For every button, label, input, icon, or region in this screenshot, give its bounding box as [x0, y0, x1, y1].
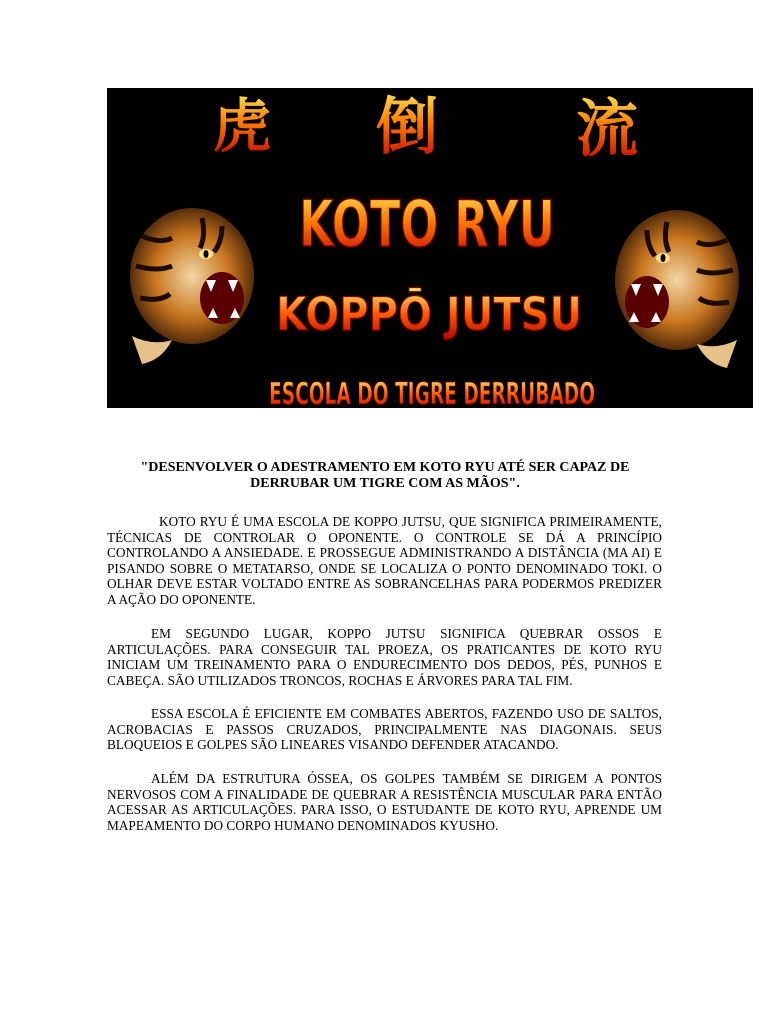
tiger-right-icon — [615, 210, 739, 368]
quote-heading: "DESENVOLVER O ADESTRAMENTO EM KOTO RYU ATÉ SER CAPAZ DE DERRUBAR UM TIGRE COM AS MÃOS". — [140, 460, 630, 491]
kanji-1: 虎 — [212, 92, 272, 160]
kanji-3: 流 — [575, 92, 639, 165]
paragraph-3: ESSA ESCOLA É EFICIENTE EM COMBATES ABERTOS, FAZENDO USO DE SALTOS, ACROBACIAS E PASSOS CRUZADOS, PRINCIPALMENTE NAS DIAGONAIS. SEUS BLOQUEIOS E GOLPES SÃO LINEARES VISANDO DEFENDER ATACANDO. — [107, 706, 662, 753]
kanji-2: 倒 — [375, 90, 439, 163]
banner-image — [107, 88, 753, 408]
paragraph-4: ALÉM DA ESTRUTURA ÓSSEA, OS GOLPES TAMBÉM SE DIRIGEM A PONTOS NERVOSOS COM A FINALIDADE DE QUEBRAR A RESISTÊNCIA MUSCULAR PARA ENTÃO ACESSAR AS ARTICULAÇÕES. PARA ISSO, O ESTUDANTE DE KOTO RYU, APRENDE UM MAPEAMENTO DO CORPO HUMANO DENOMINADOS KYUSHO. — [107, 771, 662, 833]
banner-title: KOTO RYU — [299, 188, 555, 262]
banner-subtitle: KOPPŌ JUTSU — [276, 287, 582, 341]
paragraph-2: EM SEGUNDO LUGAR, KOPPO JUTSU SIGNIFICA QUEBRAR OSSOS E ARTICULAÇÕES. PARA CONSEGUIR TAL PROEZA, OS PRATICANTES DE KOTO RYU INICIAM UM TREINAMENTO PARA O ENDURECIMENTO DOS DEDOS, PÉS, PUNHOS E CABEÇA. SÃO UTILIZADOS TRONCOS, ROCHAS E ÁRVORES PARA TAL FIM. — [107, 626, 662, 688]
banner-graphic — [107, 88, 753, 408]
tiger-left-icon — [130, 208, 254, 364]
paragraph-1: KOTO RYU É UMA ESCOLA DE KOPPO JUTSU, QUE SIGNIFICA PRIMEIRAMENTE, TÉCNICAS DE CONTROLAR O OPONENTE. O CONTROLE SE DÁ A PRINCÍPIO CONTROLANDO A ANSIEDADE. E PROSSEGUE ADMINISTRANDO A DISTÂNCIA (MA AI) E PISANDO SOBRE O METATARSO, ONDE SE LOCALIZA O PONTO DENOMINADO TOKI. O OLHAR DEVE ESTAR VOLTADO ENTRE AS SOBRANCELHAS PARA PODERMOS PREDIZER A AÇÃO DO OPONENTE. — [107, 514, 662, 607]
banner-tagline: ESCOLA DO TIGRE DERRUBADO — [269, 377, 595, 408]
